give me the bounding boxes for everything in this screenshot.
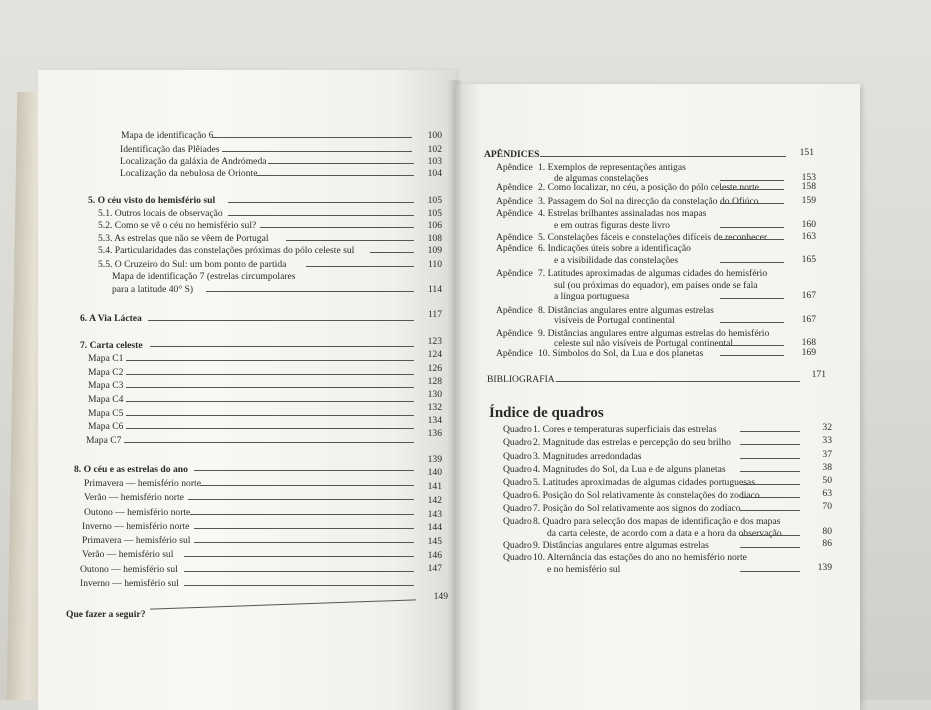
quadro-page: 86 (822, 538, 832, 549)
apendice-entry (496, 349, 703, 359)
quadro-tag: Quadro (503, 451, 532, 462)
apendice-page: 158 (801, 181, 816, 192)
quadro-tag: Quadro (503, 477, 532, 488)
apendice-entry (496, 281, 758, 291)
quadro-label: 5. Latitudes aproximadas de algumas cidades portuguesas (533, 477, 755, 488)
toc-chapter: 7. Carta celeste (80, 340, 143, 351)
apendices-heading: APÊNDICES (484, 149, 540, 160)
apendice-tag: Apêndice (496, 243, 533, 254)
toc-entry: Verão — hemisfério sul (82, 549, 174, 560)
toc-entry: Mapa C3 (88, 380, 124, 391)
quadro-page: 50 (822, 475, 832, 486)
apendice-page: 153 (801, 172, 816, 183)
apendice-label: e a visibilidade das constelações (554, 255, 679, 266)
leader-dots (740, 547, 800, 548)
apendice-entry (496, 221, 670, 231)
toc-entry: 5.3. As estrelas que não se vêem de Portugal (98, 233, 269, 244)
apendice-label: 9. Distâncias angulares entre algumas estrelas do hemisfério (538, 328, 770, 339)
toc-entry: Mapa C4 (88, 394, 124, 405)
apendice-label: 1. Exemplos de representações antigas (538, 162, 686, 173)
quadro-label: 7. Posição do Sol relativamente aos signos do zodíaco (533, 503, 741, 514)
toc-entry: Verão — hemisfério norte (84, 492, 184, 503)
quadro-entry (503, 541, 709, 551)
quadro-page: 139 (817, 562, 832, 573)
toc-entry: Localização da galáxia de Andrómeda (120, 156, 267, 167)
apendice-tag: Apêndice (496, 162, 533, 173)
apendice-label: celeste sul não visíveis de Portugal continental (554, 338, 734, 349)
quadro-label: da carta celeste, de acordo com a data e a hora da observação (547, 528, 782, 539)
apendice-label: 2. Como localizar, no céu, a posição do pólo celeste norte (538, 182, 759, 193)
quadro-tag: Quadro (503, 437, 532, 448)
apendice-entry (496, 256, 678, 266)
book-gutter (448, 80, 462, 710)
apendice-tag: Apêndice (496, 208, 533, 219)
quadro-page: 33 (822, 435, 832, 446)
quadro-label: 1. Cores e temperaturas superficiais das estrelas (533, 424, 717, 435)
apendice-label: a língua portuguesa (554, 291, 630, 302)
quadro-label: 8. Quadro para selecção dos mapas de identificação e dos mapas (533, 516, 781, 527)
apendice-label: 7. Latitudes aproximadas de algumas cidades do hemisfério (538, 268, 768, 279)
apendice-label: 4. Estrelas brilhantes assinaladas nos mapas (538, 208, 707, 219)
apendice-page: 168 (801, 337, 816, 348)
leader-dots (720, 262, 784, 263)
apendice-page: 165 (801, 254, 816, 265)
leader-dots (720, 322, 784, 323)
quadro-tag: Quadro (503, 490, 532, 501)
leader-dots (740, 497, 800, 498)
apendice-label: de algumas constelações (554, 173, 649, 184)
quadro-entry (503, 529, 782, 539)
quadros-heading: Índice de quadros (489, 405, 604, 421)
quadro-tag: Quadro (503, 516, 532, 527)
leader-dots (740, 571, 800, 572)
apendice-label: sul (ou próximas do equador), em países onde se fala (554, 280, 758, 291)
quadro-label: 9. Distâncias angulares entre algumas estrelas (533, 540, 709, 551)
apendice-page: 167 (801, 314, 816, 325)
apendice-tag: Apêndice (496, 232, 533, 243)
quadro-label: 3. Magnitudes arredondadas (533, 451, 642, 462)
apendice-entry (496, 233, 767, 243)
quadro-page: 63 (822, 488, 832, 499)
toc-entry: Mapa de identificação 6 (121, 130, 214, 141)
quadro-page: 80 (822, 526, 832, 537)
toc-entry: Outono — hemisfério sul (80, 564, 178, 575)
leader-dots (720, 345, 784, 346)
quadro-label: e no hemisfério sul (547, 564, 621, 575)
quadro-page: 70 (822, 501, 832, 512)
leader-dots (740, 510, 800, 511)
toc-entry: Identificação das Plêiades (120, 144, 220, 155)
apendice-entry (496, 163, 686, 173)
quadro-label: 6. Posição do Sol relativamente às constelações do zodíaco (533, 490, 760, 501)
quadro-entry (503, 438, 731, 448)
apendice-tag: Apêndice (496, 328, 533, 339)
leader-dots (720, 355, 784, 356)
apendice-page: 163 (801, 231, 816, 242)
toc-entry: Inverno — hemisfério sul (80, 578, 179, 589)
quadro-label: 2. Magnitude das estrelas e percepção do seu brilho (533, 437, 731, 448)
quadro-tag: Quadro (503, 464, 532, 475)
toc-entry: 5.1. Outros locais de observação (98, 208, 223, 219)
leader-dots (720, 203, 784, 204)
leader-dots (720, 227, 784, 228)
toc-entry: Mapa C1 (88, 353, 124, 364)
toc-entry: Outono — hemisfério norte (84, 507, 191, 518)
leader-dots (740, 431, 800, 432)
toc-entry: 5.4. Particularidades das constelações próximas do pólo celeste sul (98, 245, 355, 256)
apendice-label: e em outras figuras deste livro (554, 220, 670, 231)
quadro-entry (503, 491, 760, 501)
quadro-entry (503, 465, 726, 475)
apendice-label: 10. Símbolos do Sol, da Lua e dos planetas (538, 348, 704, 359)
toc-entry: 5.2. Como se vê o céu no hemisfério sul? (98, 220, 257, 231)
apendice-tag: Apêndice (496, 348, 533, 359)
toc-entry: Mapa de identificação 7 (estrelas circumpolares (112, 271, 296, 282)
toc-chapter: 5. O céu visto do hemisfério sul (88, 195, 216, 206)
leader-dots (740, 484, 800, 485)
toc-entry: para a latitude 40° S) (112, 284, 194, 295)
leader-dots (720, 180, 784, 181)
toc-chapter: Que fazer a seguir? (66, 609, 146, 620)
apendice-entry (496, 244, 691, 254)
quadro-entry (503, 504, 741, 514)
quadro-label: 4. Magnitudes do Sol, da Lua e de alguns planetas (533, 464, 726, 475)
leader-dots (740, 444, 800, 445)
quadro-entry (503, 517, 780, 527)
apendice-entry (496, 183, 759, 193)
toc-chapter: 6. A Via Láctea (80, 313, 142, 324)
apendice-page: 167 (801, 290, 816, 301)
apendice-tag: Apêndice (496, 182, 533, 193)
apendice-label: visíveis de Portugal continental (554, 315, 675, 326)
toc-entry: Primavera — hemisfério sul (82, 535, 191, 546)
leader-dots (740, 535, 800, 536)
toc-entry: Inverno — hemisfério norte (82, 521, 190, 532)
leader-dots (740, 458, 800, 459)
quadro-tag: Quadro (503, 552, 532, 563)
quadro-entry (503, 478, 755, 488)
leader-dots (740, 471, 800, 472)
quadro-label: 10. Alternância das estações do ano no hemisfério norte (533, 552, 747, 563)
apendice-entry (496, 209, 706, 219)
apendice-tag: Apêndice (496, 196, 533, 207)
apendice-entry (496, 269, 767, 279)
quadro-entry (503, 452, 641, 462)
toc-entry: Mapa C5 (88, 408, 124, 419)
apendice-label: 5. Constelações fáceis e constelações difíceis de reconhecer (538, 232, 768, 243)
leader-dots (720, 189, 784, 190)
quadro-entry (503, 553, 747, 563)
apendice-page: 160 (801, 219, 816, 230)
apendice-tag: Apêndice (496, 268, 533, 279)
quadro-page: 37 (822, 449, 832, 460)
toc-entry: Mapa C6 (88, 421, 124, 432)
toc-entry: Mapa C7 (86, 435, 122, 446)
quadro-tag: Quadro (503, 540, 532, 551)
toc-entry: Localização da nebulosa de Orionte (120, 168, 258, 179)
toc-entry: Primavera — hemisfério norte (84, 478, 201, 489)
quadro-tag: Quadro (503, 424, 532, 435)
quadro-tag: Quadro (503, 503, 532, 514)
quadro-page: 38 (822, 462, 832, 473)
quadro-entry (503, 565, 620, 575)
quadro-entry (503, 425, 717, 435)
toc-entry: Mapa C2 (88, 367, 124, 378)
quadro-page: 32 (822, 422, 832, 433)
apendice-entry (496, 292, 629, 302)
apendice-label: 6. Indicações úteis sobre a identificação (538, 243, 691, 254)
apendice-page: 159 (801, 195, 816, 206)
apendice-label: 8. Distâncias angulares entre algumas estrelas (538, 305, 714, 316)
toc-chapter: 8. O céu e as estrelas do ano (74, 464, 188, 475)
apendice-tag: Apêndice (496, 305, 533, 316)
apendice-page: 169 (801, 347, 816, 358)
toc-entry: 5.5. O Cruzeiro do Sul: um bom ponto de partida (98, 259, 287, 270)
leader-dots (720, 239, 784, 240)
apendice-entry (496, 197, 759, 207)
apendice-entry (496, 316, 675, 326)
leader-dots (720, 298, 784, 299)
apendice-label: 3. Passagem do Sol na direcção da constelação do Ofiúco (538, 196, 759, 207)
